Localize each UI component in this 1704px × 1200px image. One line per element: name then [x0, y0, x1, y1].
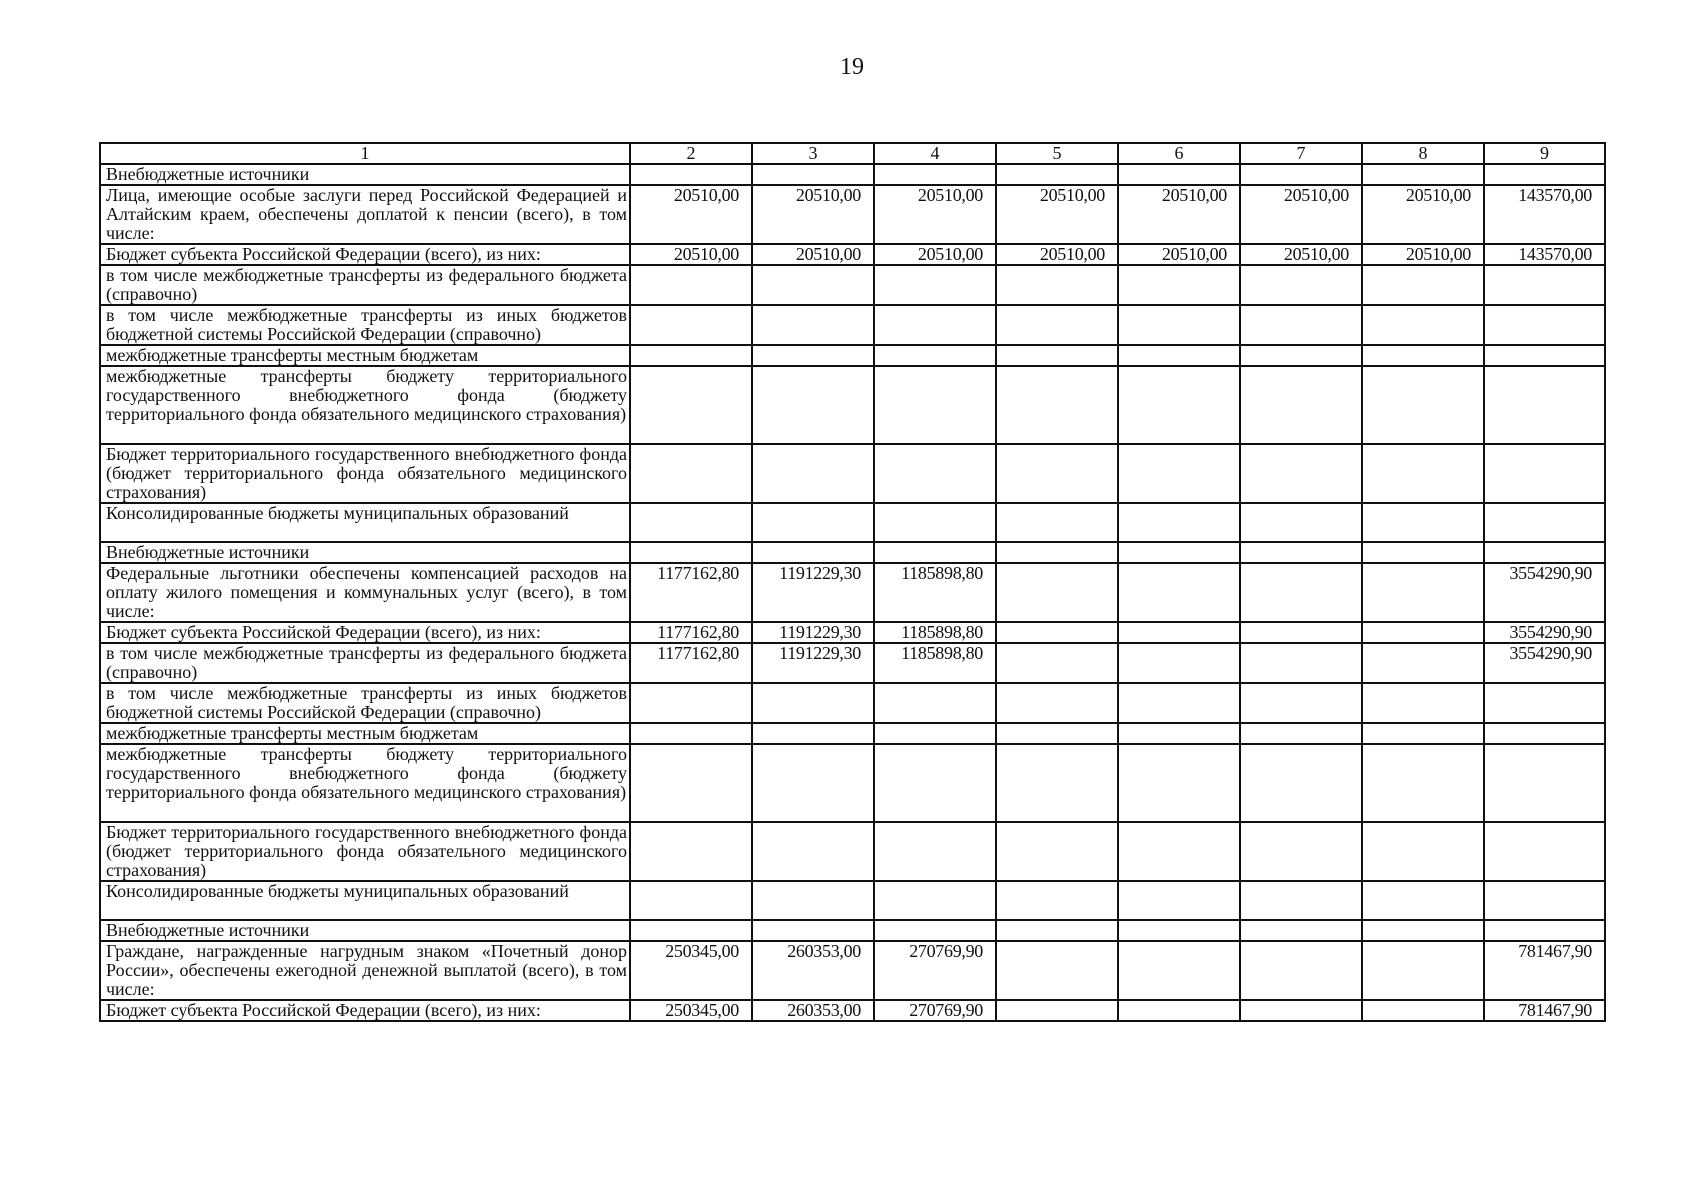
value-cell: 20510,00	[1362, 244, 1484, 265]
value-cell	[996, 920, 1118, 941]
value-cell	[630, 920, 752, 941]
value-cell	[630, 683, 752, 723]
value-cell	[630, 723, 752, 744]
value-cell	[996, 643, 1118, 683]
value-cell	[874, 881, 996, 920]
value-cell	[1240, 643, 1362, 683]
value-cell: 20510,00	[1240, 185, 1362, 244]
value-cell: 270769,90	[874, 941, 996, 1000]
row-label: Федеральные льготники обеспечены компенсацией расходов на оплату жилого помещения и коммунальных услуг (всего), в том числе:	[100, 563, 630, 622]
value-cell	[1240, 444, 1362, 503]
column-header: 1	[100, 143, 630, 164]
page-number: 19	[840, 54, 864, 80]
value-cell	[1362, 643, 1484, 683]
value-cell: 20510,00	[874, 185, 996, 244]
value-cell	[996, 563, 1118, 622]
value-cell	[1362, 822, 1484, 881]
value-cell	[1484, 744, 1605, 822]
value-cell	[1240, 164, 1362, 185]
value-cell	[1118, 265, 1240, 305]
value-cell	[874, 164, 996, 185]
value-cell	[996, 881, 1118, 920]
table-row	[100, 643, 1605, 683]
row-label: в том числе межбюджетные трансферты из иных бюджетов бюджетной системы Российской Федерации (справочно)	[100, 305, 630, 345]
column-header: 7	[1240, 143, 1362, 164]
value-cell: 20510,00	[630, 185, 752, 244]
row-label: Консолидированные бюджеты муниципальных образований	[100, 881, 630, 920]
value-cell	[752, 920, 874, 941]
value-cell	[752, 265, 874, 305]
value-cell: 1185898,80	[874, 643, 996, 683]
table-row	[100, 683, 1605, 723]
value-cell	[1118, 444, 1240, 503]
value-cell	[630, 444, 752, 503]
value-cell	[752, 542, 874, 563]
value-cell	[1484, 920, 1605, 941]
value-cell	[630, 822, 752, 881]
table-row	[100, 503, 1605, 542]
value-cell	[1118, 345, 1240, 366]
value-cell	[1484, 683, 1605, 723]
row-label: Лица, имеющие особые заслуги перед Российской Федерацией и Алтайским краем, обеспечены доплатой к пенсии (всего), в том числе:	[100, 185, 630, 244]
value-cell	[874, 744, 996, 822]
value-cell	[996, 164, 1118, 185]
table-row	[100, 723, 1605, 744]
row-label: Бюджет субъекта Российской Федерации (всего), из них:	[100, 244, 630, 265]
value-cell	[874, 723, 996, 744]
value-cell: 20510,00	[1118, 185, 1240, 244]
value-cell: 3554290,90	[1484, 622, 1605, 643]
value-cell: 1191229,30	[752, 622, 874, 643]
value-cell: 143570,00	[1484, 244, 1605, 265]
value-cell	[1362, 622, 1484, 643]
value-cell	[1118, 503, 1240, 542]
value-cell	[1362, 941, 1484, 1000]
value-cell	[874, 920, 996, 941]
row-label: межбюджетные трансферты местным бюджетам	[100, 723, 630, 744]
value-cell: 1177162,80	[630, 563, 752, 622]
value-cell: 3554290,90	[1484, 643, 1605, 683]
value-cell	[996, 1000, 1118, 1021]
value-cell	[996, 345, 1118, 366]
value-cell	[996, 744, 1118, 822]
table-row	[100, 444, 1605, 503]
value-cell	[874, 444, 996, 503]
value-cell	[1240, 503, 1362, 542]
row-label: Внебюджетные источники	[100, 164, 630, 185]
value-cell	[1118, 744, 1240, 822]
row-label: Граждане, награжденные нагрудным знаком «Почетный донор России», обеспечены ежегодной денежной выплатой (всего), в том числе:	[100, 941, 630, 1000]
value-cell	[1362, 542, 1484, 563]
row-label: Внебюджетные источники	[100, 920, 630, 941]
column-header: 5	[996, 143, 1118, 164]
value-cell: 1177162,80	[630, 643, 752, 683]
value-cell	[874, 305, 996, 345]
value-cell: 1177162,80	[630, 622, 752, 643]
value-cell	[874, 503, 996, 542]
value-cell	[752, 366, 874, 444]
row-label: в том числе межбюджетные трансферты из федерального бюджета (справочно)	[100, 265, 630, 305]
value-cell	[996, 723, 1118, 744]
value-cell	[1240, 920, 1362, 941]
table-header-row	[100, 143, 1605, 164]
value-cell	[996, 444, 1118, 503]
value-cell	[1484, 723, 1605, 744]
value-cell	[630, 305, 752, 345]
value-cell	[874, 345, 996, 366]
value-cell: 1191229,30	[752, 643, 874, 683]
value-cell: 781467,90	[1484, 941, 1605, 1000]
value-cell: 20510,00	[752, 244, 874, 265]
value-cell: 143570,00	[1484, 185, 1605, 244]
table-row	[100, 822, 1605, 881]
row-label: Бюджет субъекта Российской Федерации (всего), из них:	[100, 1000, 630, 1021]
row-label: в том числе межбюджетные трансферты из иных бюджетов бюджетной системы Российской Федерации (справочно)	[100, 683, 630, 723]
table-row	[100, 164, 1605, 185]
table-row	[100, 1000, 1605, 1021]
value-cell	[1118, 164, 1240, 185]
value-cell: 1185898,80	[874, 563, 996, 622]
row-label: Бюджет территориального государственного внебюджетного фонда (бюджет территориального фонда обязательного медицинского страхования)	[100, 822, 630, 881]
value-cell	[1240, 265, 1362, 305]
value-cell	[752, 345, 874, 366]
value-cell: 270769,90	[874, 1000, 996, 1021]
table-row	[100, 542, 1605, 563]
value-cell	[1118, 643, 1240, 683]
value-cell	[1484, 503, 1605, 542]
row-label: межбюджетные трансферты местным бюджетам	[100, 345, 630, 366]
value-cell	[630, 366, 752, 444]
value-cell	[630, 881, 752, 920]
value-cell	[1118, 1000, 1240, 1021]
value-cell	[874, 683, 996, 723]
value-cell	[1240, 881, 1362, 920]
table-row	[100, 744, 1605, 822]
value-cell	[1362, 563, 1484, 622]
column-header: 4	[874, 143, 996, 164]
column-header: 6	[1118, 143, 1240, 164]
value-cell	[1362, 345, 1484, 366]
value-cell	[1240, 345, 1362, 366]
table-row	[100, 345, 1605, 366]
value-cell: 20510,00	[1362, 185, 1484, 244]
value-cell	[1362, 744, 1484, 822]
value-cell	[996, 683, 1118, 723]
value-cell: 20510,00	[996, 244, 1118, 265]
table-row	[100, 920, 1605, 941]
value-cell: 20510,00	[874, 244, 996, 265]
value-cell	[996, 622, 1118, 643]
value-cell	[1118, 822, 1240, 881]
value-cell	[1484, 881, 1605, 920]
value-cell	[1484, 164, 1605, 185]
value-cell	[874, 366, 996, 444]
table-row	[100, 563, 1605, 622]
value-cell	[630, 744, 752, 822]
value-cell	[1118, 881, 1240, 920]
column-header: 2	[630, 143, 752, 164]
value-cell	[752, 164, 874, 185]
value-cell	[1484, 366, 1605, 444]
value-cell	[1362, 444, 1484, 503]
value-cell	[1362, 920, 1484, 941]
value-cell	[996, 305, 1118, 345]
value-cell	[996, 503, 1118, 542]
table-row	[100, 305, 1605, 345]
row-label: Внебюджетные источники	[100, 542, 630, 563]
value-cell	[1240, 1000, 1362, 1021]
value-cell	[1240, 744, 1362, 822]
value-cell	[752, 723, 874, 744]
table-row	[100, 941, 1605, 1000]
value-cell: 20510,00	[1240, 244, 1362, 265]
value-cell	[1240, 305, 1362, 345]
value-cell	[1240, 563, 1362, 622]
value-cell	[1362, 723, 1484, 744]
budget-table	[99, 142, 1606, 1022]
value-cell	[1362, 305, 1484, 345]
value-cell	[752, 822, 874, 881]
value-cell	[996, 542, 1118, 563]
value-cell	[1362, 366, 1484, 444]
value-cell	[630, 265, 752, 305]
value-cell	[996, 822, 1118, 881]
value-cell: 260353,00	[752, 1000, 874, 1021]
value-cell	[874, 265, 996, 305]
value-cell	[1118, 542, 1240, 563]
value-cell	[1484, 345, 1605, 366]
value-cell	[1118, 305, 1240, 345]
value-cell	[1118, 563, 1240, 622]
value-cell	[1118, 920, 1240, 941]
value-cell	[1362, 683, 1484, 723]
value-cell	[752, 744, 874, 822]
value-cell	[1118, 723, 1240, 744]
column-header: 3	[752, 143, 874, 164]
value-cell	[1484, 305, 1605, 345]
value-cell	[752, 503, 874, 542]
value-cell: 3554290,90	[1484, 563, 1605, 622]
value-cell	[1118, 683, 1240, 723]
value-cell	[1240, 941, 1362, 1000]
table-row	[100, 881, 1605, 920]
value-cell	[1240, 542, 1362, 563]
value-cell	[1484, 822, 1605, 881]
value-cell	[996, 265, 1118, 305]
value-cell: 20510,00	[996, 185, 1118, 244]
value-cell	[1362, 503, 1484, 542]
value-cell	[1118, 941, 1240, 1000]
value-cell	[752, 305, 874, 345]
value-cell	[996, 941, 1118, 1000]
table-row	[100, 622, 1605, 643]
value-cell	[1362, 265, 1484, 305]
value-cell	[630, 345, 752, 366]
column-header: 8	[1362, 143, 1484, 164]
value-cell	[1240, 822, 1362, 881]
value-cell	[1240, 683, 1362, 723]
value-cell	[1362, 164, 1484, 185]
row-label: в том числе межбюджетные трансферты из федерального бюджета (справочно)	[100, 643, 630, 683]
value-cell	[630, 503, 752, 542]
value-cell: 1185898,80	[874, 622, 996, 643]
table-row	[100, 265, 1605, 305]
value-cell	[1484, 542, 1605, 563]
value-cell: 20510,00	[752, 185, 874, 244]
value-cell: 250345,00	[630, 941, 752, 1000]
value-cell	[874, 822, 996, 881]
value-cell	[752, 881, 874, 920]
column-header: 9	[1484, 143, 1605, 164]
value-cell	[1240, 723, 1362, 744]
row-label: Бюджет территориального государственного внебюджетного фонда (бюджет территориального фонда обязательного медицинского страхования)	[100, 444, 630, 503]
value-cell	[1118, 622, 1240, 643]
value-cell	[752, 444, 874, 503]
value-cell: 250345,00	[630, 1000, 752, 1021]
value-cell	[630, 164, 752, 185]
table-row	[100, 366, 1605, 444]
row-label: межбюджетные трансферты бюджету территориального государственного внебюджетного фонда (бюджету территориального фонда обязательного медицинского страхования)	[100, 366, 630, 444]
value-cell: 20510,00	[1118, 244, 1240, 265]
row-label: межбюджетные трансферты бюджету территориального государственного внебюджетного фонда (бюджету территориального фонда обязательного медицинского страхования)	[100, 744, 630, 822]
value-cell	[752, 683, 874, 723]
value-cell	[1484, 265, 1605, 305]
value-cell	[1362, 1000, 1484, 1021]
row-label: Бюджет субъекта Российской Федерации (всего), из них:	[100, 622, 630, 643]
table-row	[100, 185, 1605, 244]
value-cell	[1484, 444, 1605, 503]
value-cell: 1191229,30	[752, 563, 874, 622]
value-cell	[630, 542, 752, 563]
value-cell	[1240, 622, 1362, 643]
table-row	[100, 244, 1605, 265]
value-cell: 20510,00	[630, 244, 752, 265]
value-cell	[996, 366, 1118, 444]
value-cell: 781467,90	[1484, 1000, 1605, 1021]
value-cell	[1118, 366, 1240, 444]
row-label: Консолидированные бюджеты муниципальных образований	[100, 503, 630, 542]
value-cell	[1240, 366, 1362, 444]
value-cell	[874, 542, 996, 563]
value-cell	[1362, 881, 1484, 920]
value-cell: 260353,00	[752, 941, 874, 1000]
